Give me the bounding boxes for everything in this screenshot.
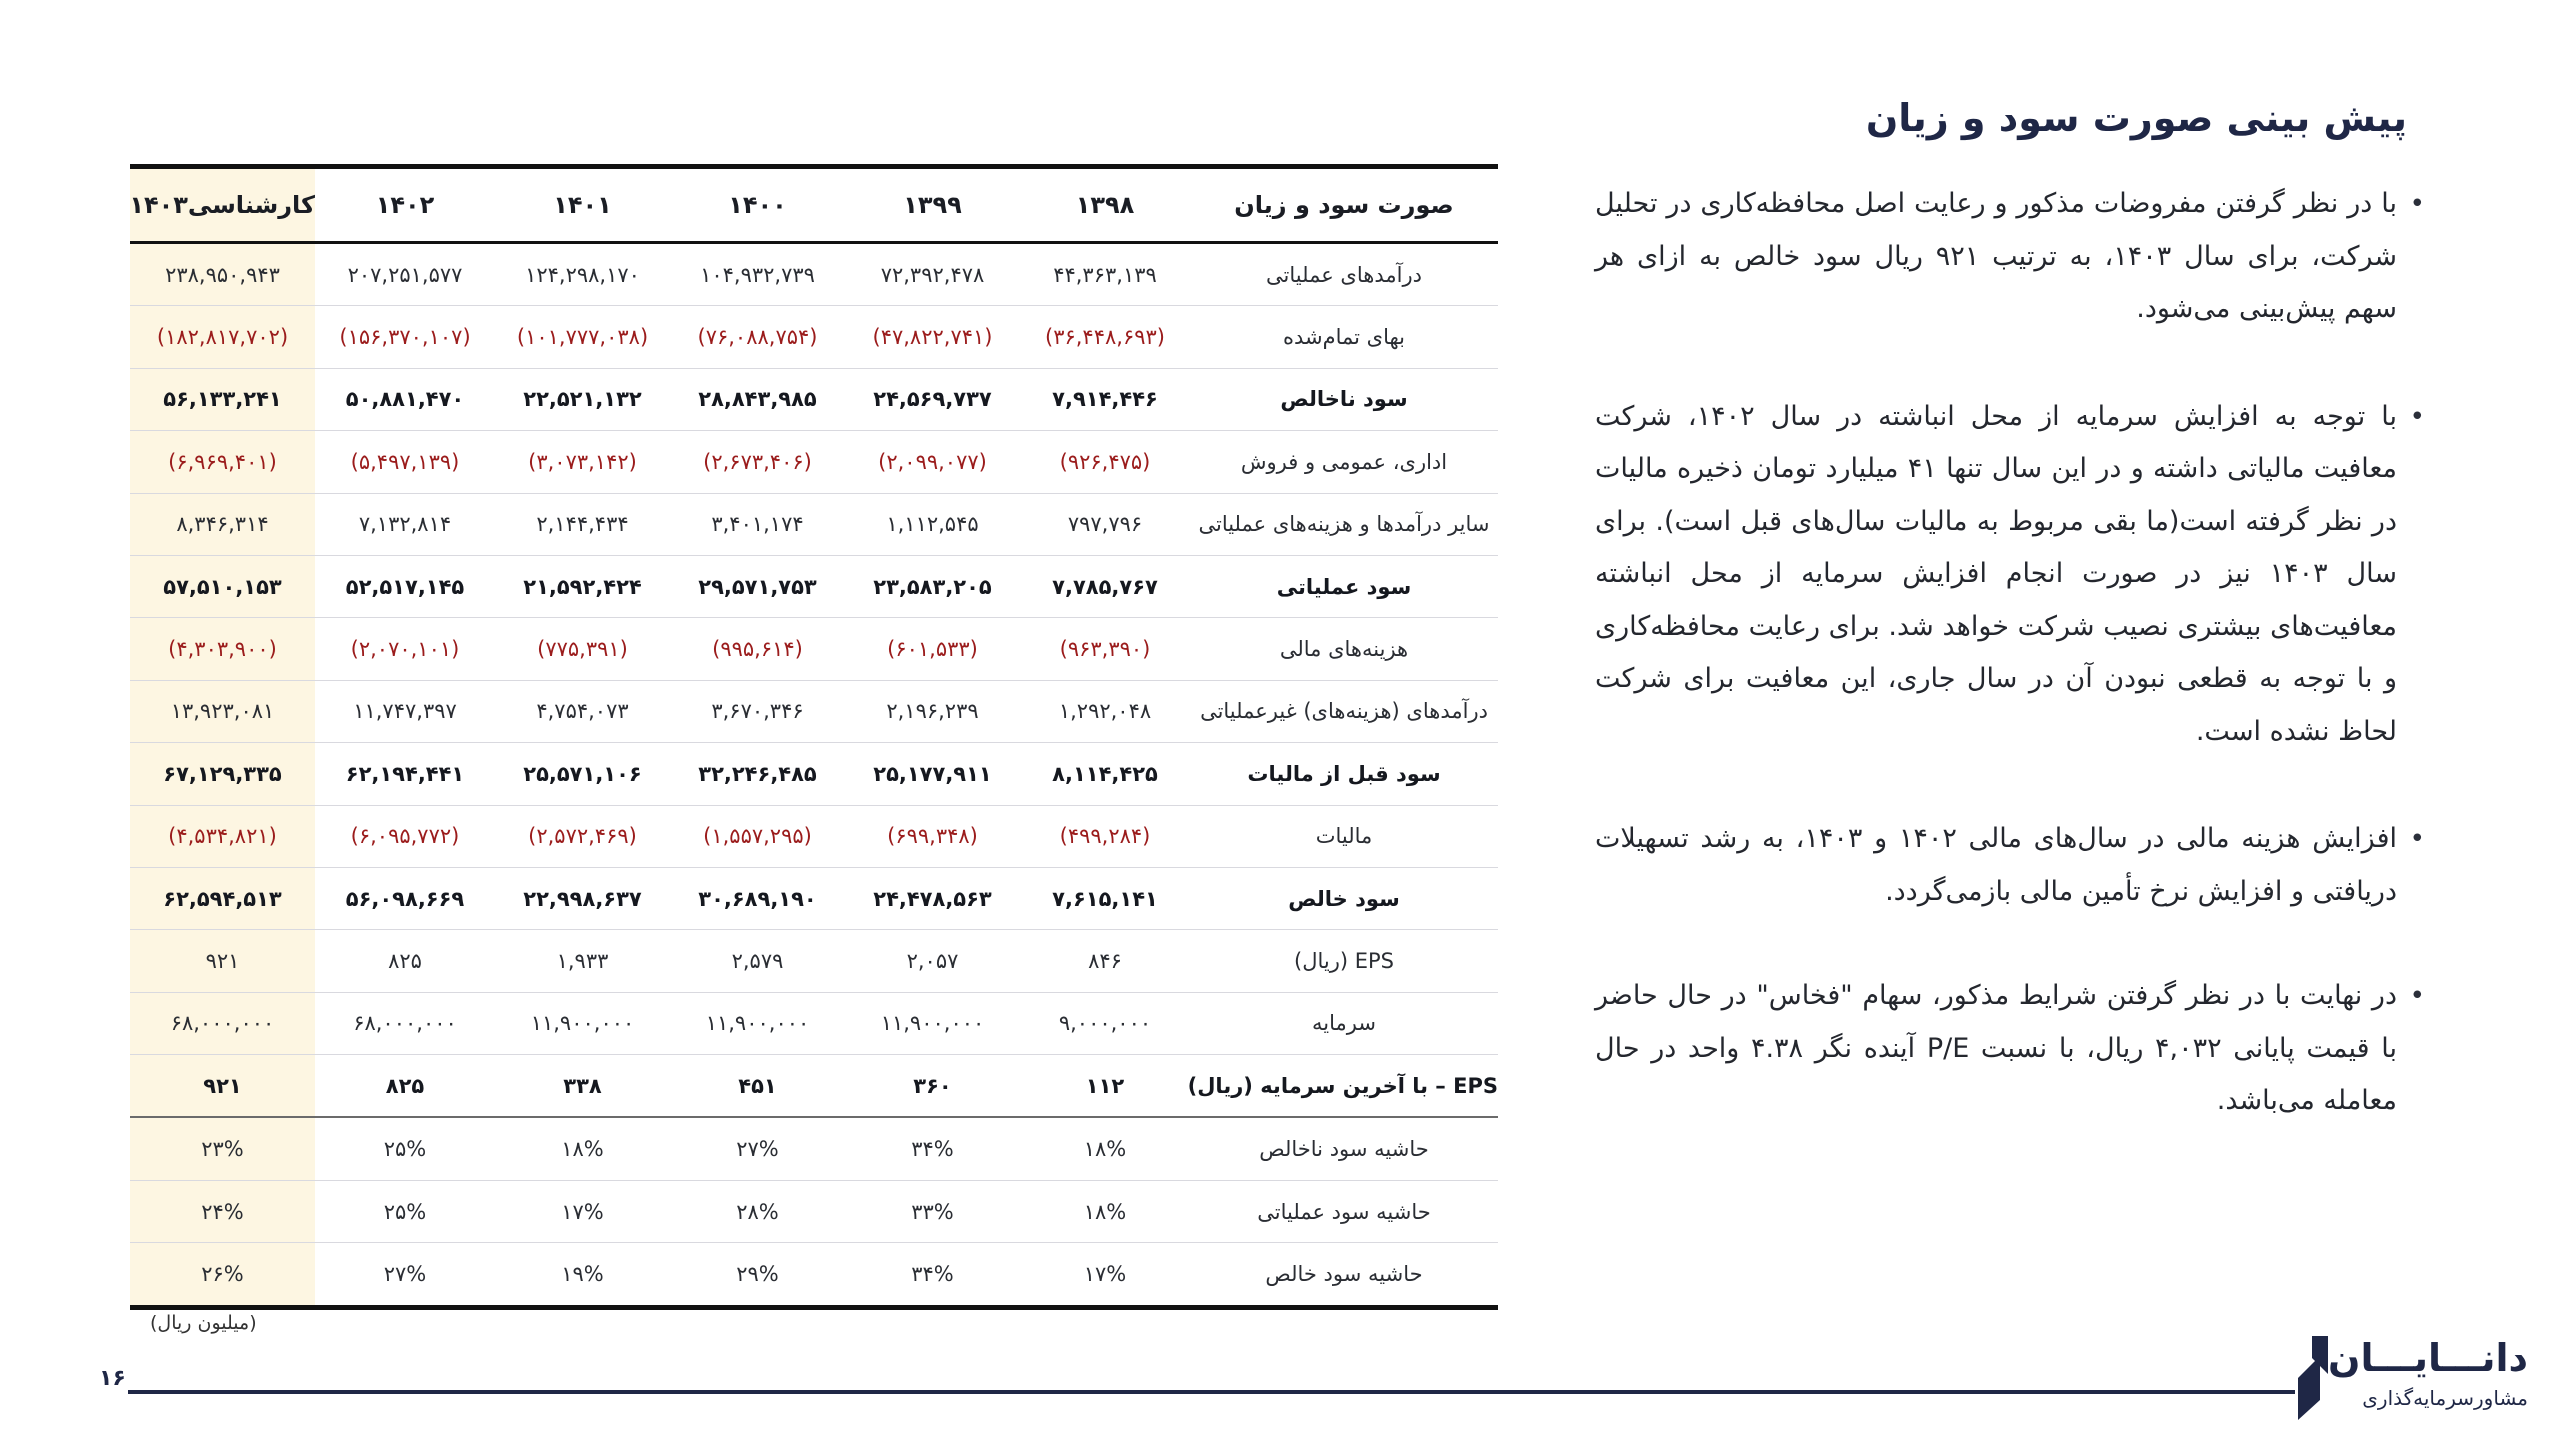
table-cell: ۲۳۸,۹۵۰,۹۴۳ bbox=[130, 243, 315, 306]
table-cell: ۶۲,۵۹۴,۵۱۳ bbox=[130, 867, 315, 929]
table-row bbox=[130, 306, 1498, 368]
table-cell: ۱۸% bbox=[1020, 1180, 1190, 1242]
table-cell: ۱۱,۹۰۰,۰۰۰ bbox=[670, 992, 845, 1054]
row-label: مالیات bbox=[1190, 805, 1498, 867]
table-cell: (۶۰۱,۵۳۳) bbox=[845, 618, 1020, 680]
row-label: سود قبل از مالیات bbox=[1190, 743, 1498, 805]
income-statement-table bbox=[130, 164, 1498, 1310]
table-cell: ۱۷% bbox=[495, 1180, 670, 1242]
row-label: سود عملیاتی bbox=[1190, 555, 1498, 617]
table-cell: ۴۴,۳۶۳,۱۳۹ bbox=[1020, 243, 1190, 306]
table-row bbox=[130, 1117, 1498, 1180]
row-label: اداری، عمومی و فروش bbox=[1190, 431, 1498, 493]
table-row bbox=[130, 555, 1498, 617]
table-cell: ۳۰,۶۸۹,۱۹۰ bbox=[670, 867, 845, 929]
table-cell: (۹۹۵,۶۱۴) bbox=[670, 618, 845, 680]
table-cell: ۳۴% bbox=[845, 1117, 1020, 1180]
column-header: ۱۳۹۸ bbox=[1020, 167, 1190, 243]
table-cell: (۴,۵۳۴,۸۲۱) bbox=[130, 805, 315, 867]
table-cell: ۵۲,۵۱۷,۱۴۵ bbox=[315, 555, 495, 617]
table-cell: (۶,۰۹۵,۷۷۲) bbox=[315, 805, 495, 867]
table-row bbox=[130, 930, 1498, 992]
table-cell: ۷۹۷,۷۹۶ bbox=[1020, 493, 1190, 555]
table-cell: ۴۵۱ bbox=[670, 1055, 845, 1118]
table-cell: ۴,۷۵۴,۰۷۳ bbox=[495, 680, 670, 742]
table-row bbox=[130, 805, 1498, 867]
table-row bbox=[130, 368, 1498, 430]
table-cell: ۲,۰۵۷ bbox=[845, 930, 1020, 992]
column-header: ۱۳۹۹ bbox=[845, 167, 1020, 243]
table-cell: (۹۶۳,۳۹۰) bbox=[1020, 618, 1190, 680]
table-cell: ۲,۵۷۹ bbox=[670, 930, 845, 992]
table-cell: ۶۸,۰۰۰,۰۰۰ bbox=[315, 992, 495, 1054]
table-cell: ۲۰۷,۲۵۱,۵۷۷ bbox=[315, 243, 495, 306]
table-cell: (۳۶,۴۴۸,۶۹۳) bbox=[1020, 306, 1190, 368]
table-cell: ۱,۱۱۲,۵۴۵ bbox=[845, 493, 1020, 555]
table-cell: ۱۱,۹۰۰,۰۰۰ bbox=[495, 992, 670, 1054]
table-row bbox=[130, 867, 1498, 929]
table-cell: ۱۳,۹۲۳,۰۸۱ bbox=[130, 680, 315, 742]
table-cell: ۳,۴۰۱,۱۷۴ bbox=[670, 493, 845, 555]
table-header-row bbox=[130, 167, 1498, 243]
income-statement-table-container bbox=[130, 164, 1498, 1310]
table-cell: ۱۱۲ bbox=[1020, 1055, 1190, 1118]
table-cell: ۲۷% bbox=[670, 1117, 845, 1180]
bullet-list bbox=[1595, 178, 2425, 1128]
column-header: ۱۴۰۱ bbox=[495, 167, 670, 243]
table-cell: ۱۸% bbox=[495, 1117, 670, 1180]
table-cell: ۲۱,۵۹۲,۴۲۴ bbox=[495, 555, 670, 617]
table-cell: ۲۹,۵۷۱,۷۵۳ bbox=[670, 555, 845, 617]
table-cell: ۲۵% bbox=[315, 1117, 495, 1180]
page-title: پیش بینی صورت سود و زیان bbox=[1865, 96, 2407, 140]
table-cell: ۱۱,۹۰۰,۰۰۰ bbox=[845, 992, 1020, 1054]
table-cell: ۲۲,۵۲۱,۱۳۲ bbox=[495, 368, 670, 430]
table-cell: ۳۳% bbox=[845, 1180, 1020, 1242]
row-label: سود خالص bbox=[1190, 867, 1498, 929]
table-cell: (۴۹۹,۲۸۴) bbox=[1020, 805, 1190, 867]
table-cell: ۲۳% bbox=[130, 1117, 315, 1180]
row-label: حاشیه سود عملیاتی bbox=[1190, 1180, 1498, 1242]
table-cell: ۳۴% bbox=[911, 1261, 954, 1286]
table-cell: ۲۳,۵۸۳,۲۰۵ bbox=[845, 555, 1020, 617]
table-cell: ۲۷% bbox=[383, 1261, 427, 1286]
table-cell: ۵۷,۵۱۰,۱۵۳ bbox=[130, 555, 315, 617]
table-cell: ۳۲,۲۴۶,۴۸۵ bbox=[670, 743, 845, 805]
table-cell: ۵۶,۰۹۸,۶۶۹ bbox=[315, 867, 495, 929]
table-cell: ۲۴,۵۶۹,۷۳۷ bbox=[845, 368, 1020, 430]
table-cell: ۲,۱۹۶,۲۳۹ bbox=[845, 680, 1020, 742]
row-label: سایر درآمدها و هزینه‌های عملیاتی bbox=[1190, 493, 1498, 555]
table-cell: ۷,۶۱۵,۱۴۱ bbox=[1020, 867, 1190, 929]
table-cell: ۲۵,۱۷۷,۹۱۱ bbox=[845, 743, 1020, 805]
table-cell: ۸۲۵ bbox=[315, 930, 495, 992]
table-cell: ۳۶۰ bbox=[845, 1055, 1020, 1118]
table-cell: ۵۰,۸۸۱,۴۷۰ bbox=[315, 368, 495, 430]
column-header: ۱۴۰۰ bbox=[670, 167, 845, 243]
table-cell: (۱۸۲,۸۱۷,۷۰۲) bbox=[130, 306, 315, 368]
table-cell: ۶۷,۱۲۹,۳۳۵ bbox=[130, 743, 315, 805]
table-cell: (۲,۶۷۳,۴۰۶) bbox=[670, 431, 845, 493]
table-cell: (۱۵۶,۳۷۰,۱۰۷) bbox=[315, 306, 495, 368]
table-row bbox=[130, 243, 1498, 306]
table-cell: ۹,۰۰۰,۰۰۰ bbox=[1020, 992, 1190, 1054]
company-logo bbox=[2298, 1336, 2528, 1420]
table-cell: ۲۴% bbox=[130, 1180, 315, 1242]
table-cell: ۲۲,۹۹۸,۶۳۷ bbox=[495, 867, 670, 929]
unit-note: (میلیون ریال) bbox=[150, 1312, 257, 1334]
column-header: کارشناسی۱۴۰۳ bbox=[130, 167, 315, 243]
table-cell: ۱۷% bbox=[1083, 1261, 1127, 1286]
bullet-item: • در نهایت با در نظر گرفتن شرایط مذکور، سهام "فخاس" در حال حاضر با قیمت پایانی ۴,۰۳۲ ریال، با نسبت P/E آینده نگر ۴.۳۸ واحد در حال معامله می‌باشد. bbox=[1595, 970, 2425, 1128]
table-row bbox=[130, 618, 1498, 680]
table-cell: ۱۹% bbox=[561, 1261, 604, 1286]
bullet-item: • با توجه به افزایش سرمایه از محل انباشته در سال ۱۴۰۲، شرکت معافیت مالیاتی داشته و در این سال تنها ۴۱ میلیارد تومان ذخیره مالیات در نظر گرفته است(ما بقی مربوط به مالیات سال‌های قبل است). برای سال ۱۴۰۳ نیز در صورت انجام افزایش سرمایه از محل انباشته معافیت‌های بیشتری نصیب شرکت خواهد شد. برای رعایت محافظه‌کاری و با توجه به قطعی نبودن آن در سال جاری، این معافیت برای شرکت لحاظ نشده است. bbox=[1595, 391, 2425, 759]
table-cell: ۶۲,۱۹۴,۴۴۱ bbox=[315, 743, 495, 805]
table-cell: ۷۲,۳۹۲,۴۷۸ bbox=[845, 243, 1020, 306]
table-cell: (۶,۹۶۹,۴۰۱) bbox=[130, 431, 315, 493]
table-cell: ۱۱,۷۴۷,۳۹۷ bbox=[315, 680, 495, 742]
footer-divider bbox=[128, 1390, 2295, 1394]
table-cell: (۹۲۶,۴۷۵) bbox=[1020, 431, 1190, 493]
table-cell: ۷,۹۱۴,۴۴۶ bbox=[1020, 368, 1190, 430]
table-cell: (۱,۵۵۷,۲۹۵) bbox=[670, 805, 845, 867]
row-label: درآمدهای (هزینه‌های) غیرعملیاتی bbox=[1190, 680, 1498, 742]
table-cell: ۸,۱۱۴,۴۲۵ bbox=[1020, 743, 1190, 805]
table-cell: (۴۷,۸۲۲,۷۴۱) bbox=[845, 306, 1020, 368]
table-cell: ۲۵,۵۷۱,۱۰۶ bbox=[495, 743, 670, 805]
table-cell: ۲,۱۴۴,۴۳۴ bbox=[495, 493, 670, 555]
table-cell: ۱۰۴,۹۳۲,۷۳۹ bbox=[670, 243, 845, 306]
table-cell: ۹۲۱ bbox=[130, 930, 315, 992]
table-row bbox=[130, 1180, 1498, 1242]
row-label: سرمایه bbox=[1190, 992, 1498, 1054]
column-header: ۱۴۰۲ bbox=[315, 167, 495, 243]
table-cell: (۲,۰۷۰,۱۰۱) bbox=[315, 618, 495, 680]
logo-name: دانـــایـــان bbox=[2328, 1336, 2528, 1380]
table-row bbox=[130, 493, 1498, 555]
table-row bbox=[130, 1055, 1498, 1118]
row-label: بهای تمام‌شده bbox=[1190, 306, 1498, 368]
table-cell: ۳۳۸ bbox=[495, 1055, 670, 1118]
table-row bbox=[130, 1243, 1498, 1307]
row-label: EPS – با آخرین سرمایه (ریال) bbox=[1190, 1055, 1498, 1118]
table-cell: ۹۲۱ bbox=[130, 1055, 315, 1118]
table-cell: ۸,۳۴۶,۳۱۴ bbox=[130, 493, 315, 555]
table-cell: ۸۲۵ bbox=[315, 1055, 495, 1118]
row-label: سود ناخالص bbox=[1190, 368, 1498, 430]
table-cell: ۵۶,۱۳۳,۲۴۱ bbox=[130, 368, 315, 430]
row-label: هزینه‌های مالی bbox=[1190, 618, 1498, 680]
table-cell: (۷۷۵,۳۹۱) bbox=[495, 618, 670, 680]
column-header: صورت سود و زیان bbox=[1190, 167, 1498, 243]
table-cell: ۲۸,۸۴۳,۹۸۵ bbox=[670, 368, 845, 430]
table-cell: ۷,۷۸۵,۷۶۷ bbox=[1020, 555, 1190, 617]
table-row bbox=[130, 743, 1498, 805]
table-row bbox=[130, 431, 1498, 493]
bullet-item: • افزایش هزینه مالی در سال‌های مالی ۱۴۰۲ و ۱۴۰۳، به رشد تسهیلات دریافتی و افزایش نرخ تأمین مالی بازمی‌گردد. bbox=[1595, 813, 2425, 918]
table-cell: (۵,۴۹۷,۱۳۹) bbox=[315, 431, 495, 493]
table-cell: ۳,۶۷۰,۳۴۶ bbox=[670, 680, 845, 742]
table-cell: ۲۵% bbox=[315, 1180, 495, 1242]
table-cell: ۲۹% bbox=[736, 1261, 779, 1286]
table-cell: (۷۶,۰۸۸,۷۵۴) bbox=[670, 306, 845, 368]
row-label: حاشیه سود خالص bbox=[1265, 1261, 1423, 1286]
table-cell: (۶۹۹,۳۴۸) bbox=[845, 805, 1020, 867]
page-number: ۱۶ bbox=[99, 1366, 126, 1391]
row-label: EPS (ریال) bbox=[1190, 930, 1498, 992]
table-cell: ۲۴,۴۷۸,۵۶۳ bbox=[845, 867, 1020, 929]
table-cell: ۱,۲۹۲,۰۴۸ bbox=[1020, 680, 1190, 742]
row-label: حاشیه سود ناخالص bbox=[1190, 1117, 1498, 1180]
table-cell: (۲,۵۷۲,۴۶۹) bbox=[495, 805, 670, 867]
table-cell: ۲۶% bbox=[130, 1243, 315, 1307]
row-label: درآمدهای عملیاتی bbox=[1190, 243, 1498, 306]
bullet-item: • با در نظر گرفتن مفروضات مذکور و رعایت اصل محافظه‌کاری در تحلیل شرکت، برای سال ۱۴۰۳، به ترتیب ۹۲۱ ریال سود خالص به ازای هر سهم پیش‌بینی می‌شود. bbox=[1595, 178, 2425, 336]
table-cell: ۱,۹۳۳ bbox=[495, 930, 670, 992]
table-cell: (۱۰۱,۷۷۷,۰۳۸) bbox=[495, 306, 670, 368]
table-cell: ۷,۱۳۲,۸۱۴ bbox=[315, 493, 495, 555]
table-cell: (۳,۰۷۳,۱۴۲) bbox=[495, 431, 670, 493]
logo-subtitle: مشاورسرمایه‌گذاری bbox=[2362, 1386, 2528, 1410]
table-row bbox=[130, 992, 1498, 1054]
table-cell: ۶۸,۰۰۰,۰۰۰ bbox=[130, 992, 315, 1054]
table-cell: ۸۴۶ bbox=[1020, 930, 1190, 992]
table-cell: ۲۸% bbox=[670, 1180, 845, 1242]
table-cell: (۲,۰۹۹,۰۷۷) bbox=[845, 431, 1020, 493]
table-cell: (۴,۳۰۳,۹۰۰) bbox=[130, 618, 315, 680]
table-cell: ۱۲۴,۲۹۸,۱۷۰ bbox=[495, 243, 670, 306]
table-row bbox=[130, 680, 1498, 742]
table-cell: ۱۸% bbox=[1020, 1117, 1190, 1180]
